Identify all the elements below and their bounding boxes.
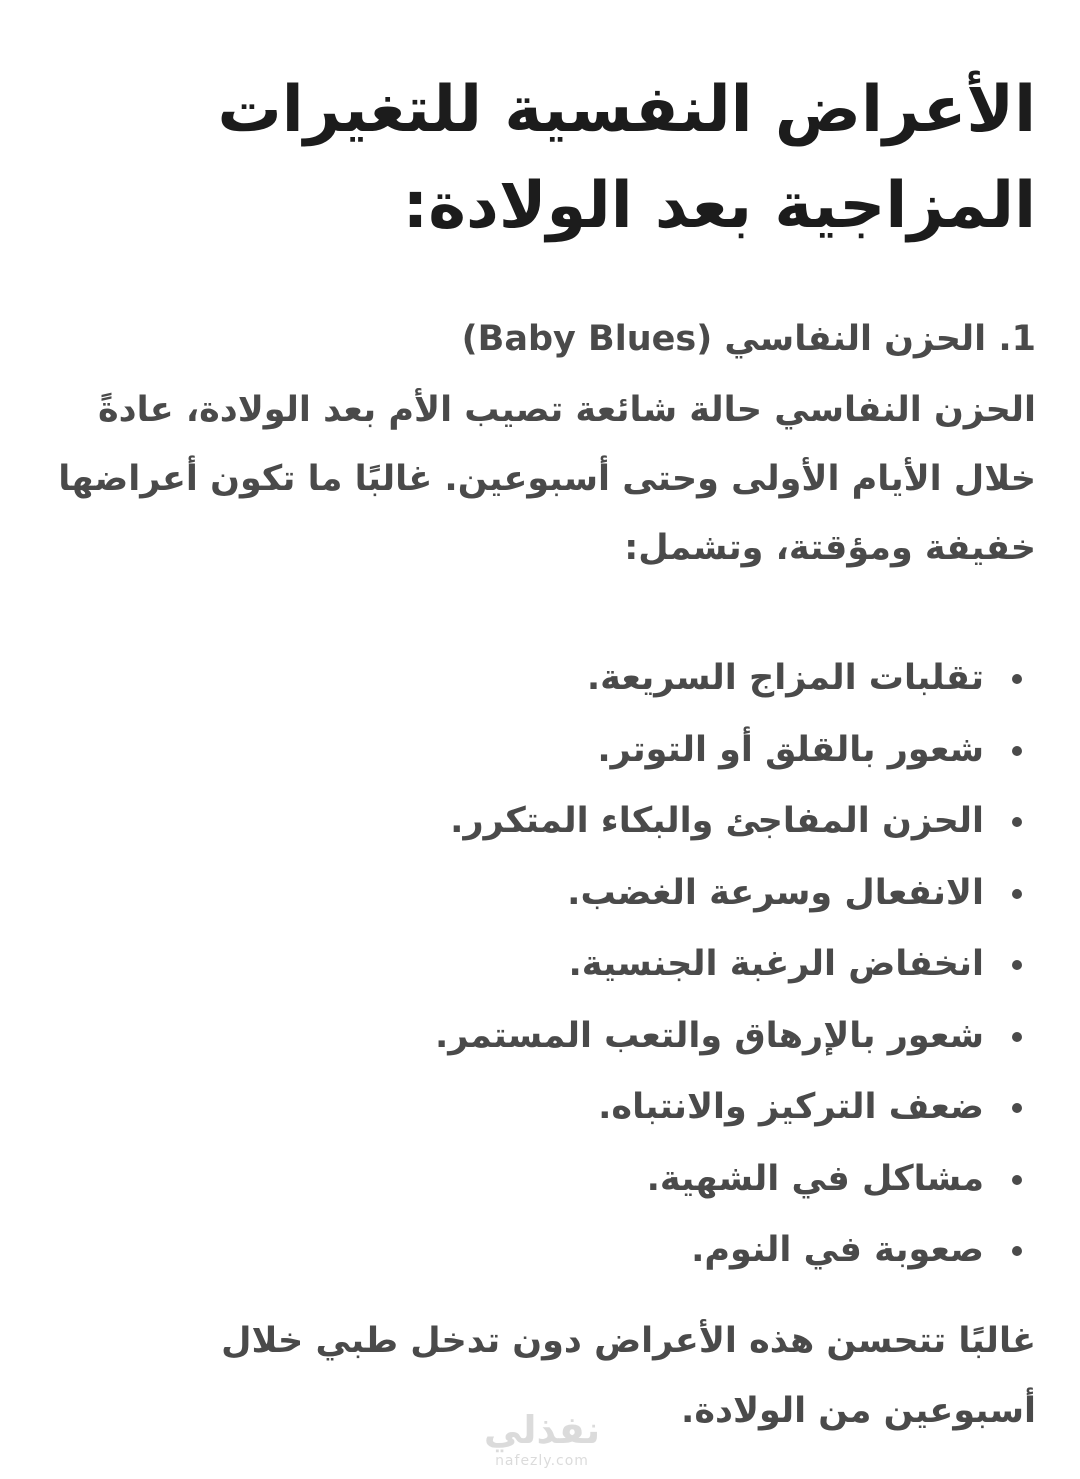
- bullet-icon: [1012, 1246, 1022, 1256]
- bullet-icon: [1012, 746, 1022, 756]
- list-item: [40, 786, 1008, 858]
- bullet-icon: [1012, 817, 1022, 827]
- list-item-text: شعور بالقلق أو التوتر.: [597, 729, 984, 770]
- list-item: [40, 1001, 1008, 1073]
- bullet-icon: [1012, 1032, 1022, 1042]
- list-item: [40, 1215, 1008, 1287]
- list-item-text: انخفاض الرغبة الجنسية.: [568, 944, 984, 984]
- list-item-text: ضعف التركيز والانتباه.: [598, 1087, 984, 1127]
- list-item: [40, 1072, 1008, 1144]
- watermark-url: nafezly.com: [495, 1453, 589, 1469]
- watermark-logo: [472, 1408, 612, 1470]
- list-item-text: الحزن المفاجئ والبكاء المتكرر.: [450, 801, 984, 841]
- list-item: [40, 858, 1008, 930]
- bullet-icon: [1012, 960, 1022, 970]
- list-item: [40, 643, 1008, 715]
- bullet-icon: [1012, 1175, 1022, 1185]
- bullet-icon: [1012, 674, 1022, 684]
- list-item-text: شعور بالإرهاق والتعب المستمر.: [434, 1015, 984, 1056]
- symptoms-list: [40, 643, 1008, 1287]
- list-item-text: مشاكل في الشهية.: [646, 1158, 984, 1199]
- watermark-logo-text: نفذلي: [483, 1408, 601, 1452]
- bullet-icon: [1012, 889, 1022, 899]
- list-item: [40, 715, 1008, 787]
- section-subheading: 1. الحزن النفاسي (Baby Blues): [461, 319, 1036, 359]
- page-title: الأعراض النفسية للتغيرات المزاجية بعد الولادة:: [217, 73, 1036, 243]
- intro-paragraph: الحزن النفاسي حالة شائعة تصيب الأم بعد الولادة، عادةً خلال الأيام الأولى وحتى أسبوعين. غالبًا ما تكون أعراضها خفيفة ومؤقتة، وتشمل:: [58, 390, 1036, 568]
- list-item-text: تقلبات المزاج السريعة.: [586, 658, 984, 698]
- list-item-text: الانفعال وسرعة الغضب.: [567, 872, 984, 913]
- list-item-text: صعوبة في النوم.: [691, 1230, 984, 1270]
- list-item: [40, 929, 1008, 1001]
- list-item: [40, 1144, 1008, 1216]
- bullet-icon: [1012, 1103, 1022, 1113]
- closing-paragraph: غالبًا تتحسن هذه الأعراض دون تدخل طبي خلال أسبوعين من الولادة.: [221, 1321, 1036, 1431]
